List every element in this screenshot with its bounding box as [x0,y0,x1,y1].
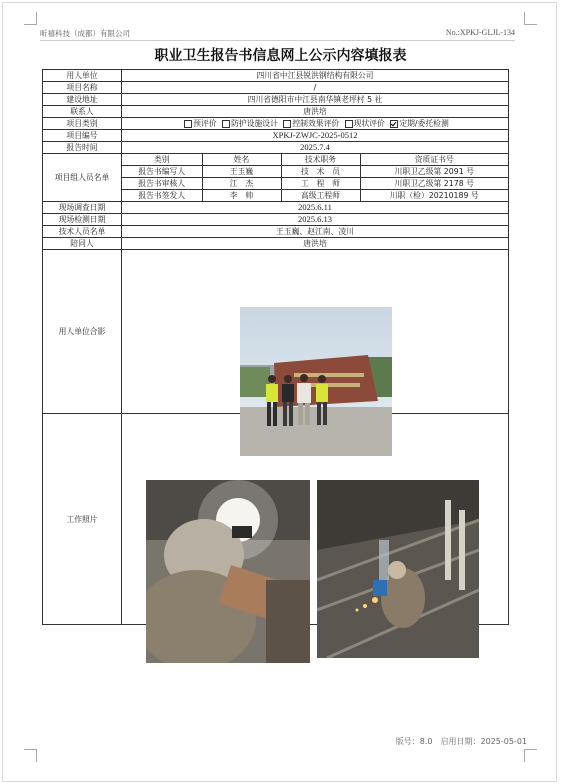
crop-mark [24,12,37,25]
team-role: 报告书编写人 [122,166,202,178]
project-number-value: XPKJ-ZWJC-2025-0512 [122,130,509,142]
field-label: 陪同人 [43,238,122,250]
team-table [122,154,508,201]
table-row [122,190,508,202]
checkbox-pre-evaluation[interactable] [184,120,192,128]
field-label: 工作照片 [43,414,122,625]
team-title: 工 程 师 [281,178,360,190]
option-label: 现状评价 [353,119,385,128]
field-label: 技术人员名单 [43,226,122,238]
table-row [43,154,509,202]
category-options [122,118,509,130]
column-header: 技术职务 [281,154,360,166]
checkbox-control-effect[interactable] [283,120,291,128]
team-cert: 川职卫乙级第 2091 号 [360,166,508,178]
option-label: 定期/委托检测 [399,119,449,128]
tech-staff-value: 王玉巍、赵江南、凌川 [122,226,509,238]
column-header: 类别 [122,154,202,166]
header-rule [40,40,515,41]
team-cell [122,154,509,202]
header-company: 昕禧科技（成都）有限公司 [40,29,130,38]
table-row [43,142,509,154]
field-label: 用人单位 [43,70,122,82]
team-title: 技 术 员 [281,166,360,178]
team-role: 报告书审核人 [122,178,202,190]
table-row [122,166,508,178]
checkbox-protection-design[interactable] [222,120,230,128]
table-row [43,202,509,214]
option-label: 防护设施设计 [231,119,278,128]
page-title: 职业卫生报告书信息网上公示内容填报表 [154,48,407,64]
field-label: 现场调查日期 [43,202,122,214]
field-label: 报告时间 [43,142,122,154]
table-row [43,106,509,118]
column-header: 资质证书号 [360,154,508,166]
team-title: 高级工程师 [281,190,360,202]
report-time-value: 2025.7.4 [122,142,509,154]
field-label: 项目组人员名单 [43,154,122,202]
table-row [43,70,509,82]
option-label: 预评价 [193,119,217,128]
team-name: 江 杰 [202,178,281,190]
table-header-row [122,154,508,166]
team-cert: 川职（检）20210189 号 [389,191,479,200]
table-row [122,178,508,190]
crop-mark [524,12,537,25]
work-photo-grinding [317,480,479,658]
team-name: 王玉巍 [202,166,281,178]
field-label: 建设地址 [43,94,122,106]
column-header: 姓名 [202,154,281,166]
table-row [43,82,509,94]
contact-value: 唐洪培 [122,106,509,118]
survey-date-value: 2025.6.11 [122,202,509,214]
table-row [43,226,509,238]
test-date-value: 2025.6.13 [122,214,509,226]
field-label: 项目编号 [43,130,122,142]
table-row [43,130,509,142]
field-label: 用人单位合影 [43,250,122,414]
crop-mark [24,749,37,762]
version-footer: 版号：8.0 启用日期：2025-05-01 [395,737,527,746]
team-name: 李 帅 [202,190,281,202]
field-label: 联系人 [43,106,122,118]
work-photo-welding [146,480,310,663]
field-label: 现场检测日期 [43,214,122,226]
address-value: 四川省德阳市中江县南华镇老坪村 5 社 [122,94,509,106]
group-photo [240,307,392,456]
checkbox-periodic-testing[interactable] [390,120,398,128]
field-label: 项目类别 [43,118,122,130]
team-role: 报告书签发人 [122,190,202,202]
header-doc-number: No.:XPKJ-GLJL-134 [445,28,515,37]
table-row [43,94,509,106]
project-name-value: / [122,82,509,94]
option-label: 控制效果评价 [292,119,340,128]
escort-value: 唐洪培 [122,238,509,250]
table-row [43,118,509,130]
table-row [43,238,509,250]
field-label: 项目名称 [43,82,122,94]
table-row [43,214,509,226]
checkbox-status-evaluation[interactable] [345,120,353,128]
employer-value: 四川省中江县锐洪钢结构有限公司 [122,70,509,82]
crop-mark [524,749,537,762]
team-cert: 川职卫乙级第 2178 号 [360,178,508,190]
